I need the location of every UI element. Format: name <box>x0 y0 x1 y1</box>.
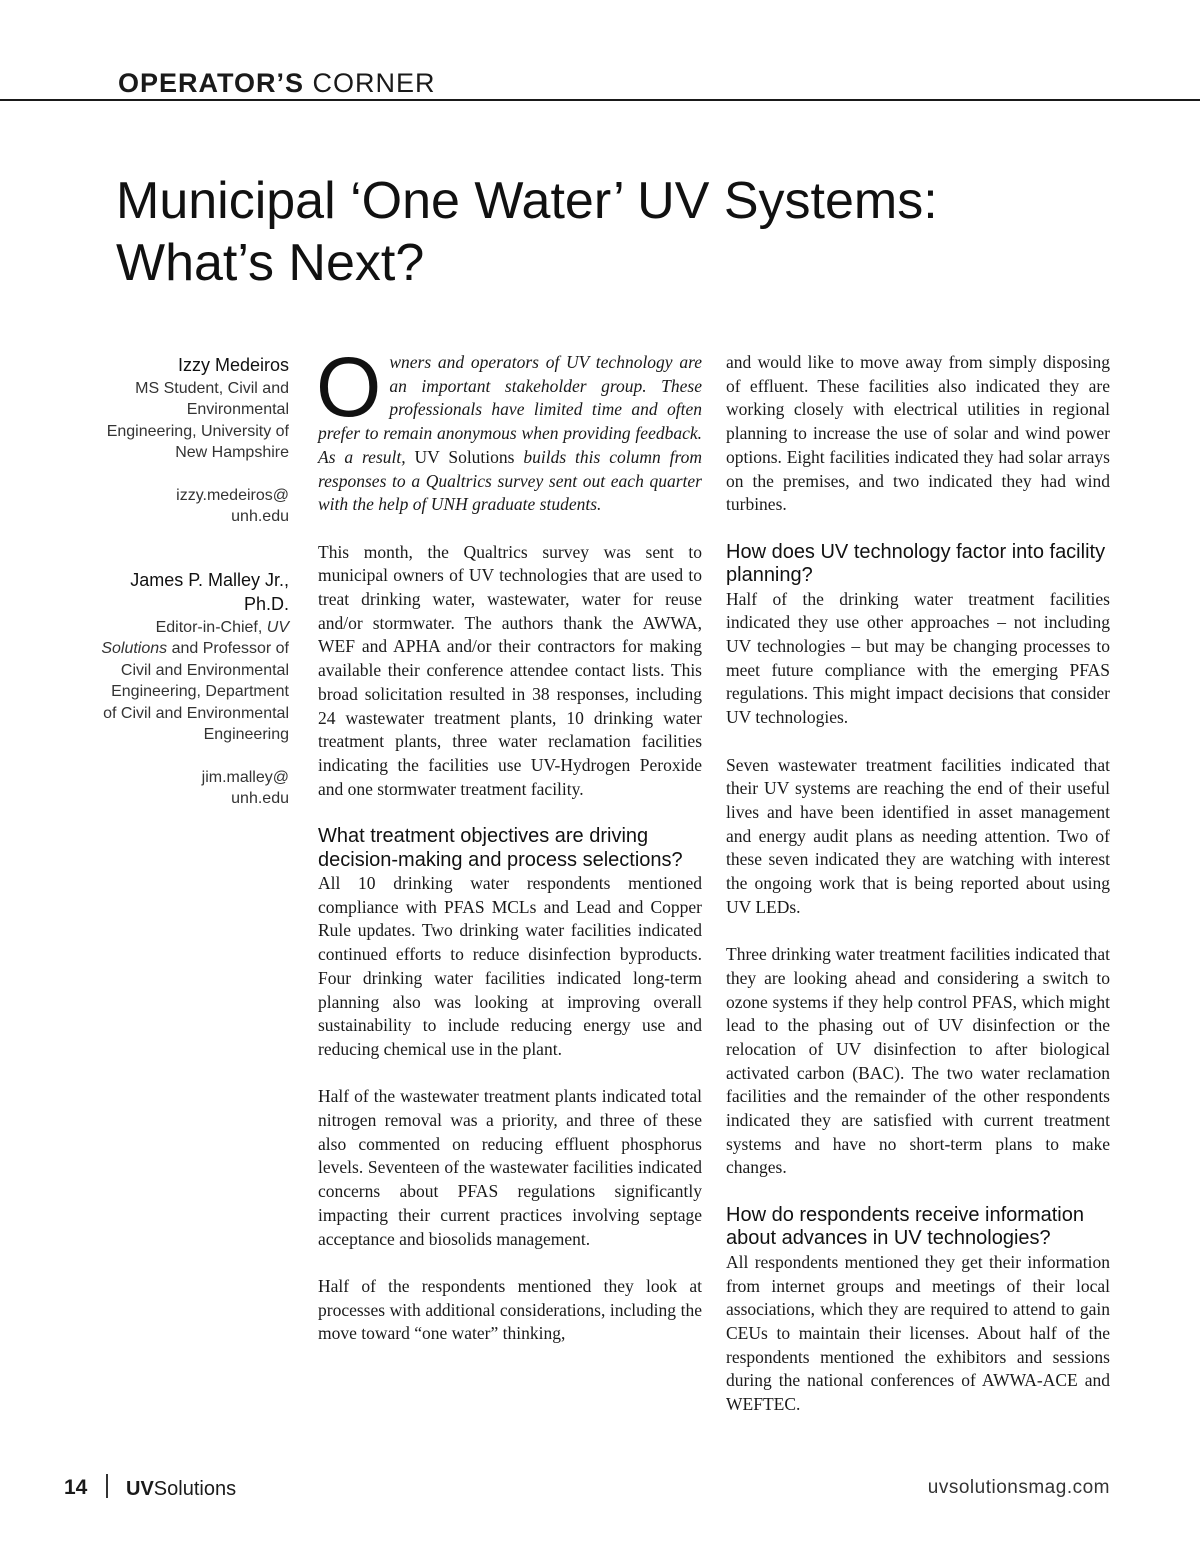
title-line-2: What’s Next? <box>116 234 425 292</box>
body-paragraph: Half of the wastewater treatment plants indicated total nitrogen removal was a priority, and three of these also commented on reducing effluent phosphorus levels. Seventeen of the wastewater facilities indicated concerns about PFAS regulations significantly impacting their current practices involving septage acceptance and biosolids management. <box>318 1086 702 1249</box>
subheading: What treatment objectives are driving decision-making and process selections? <box>318 825 683 871</box>
drop-cap: O <box>316 340 382 434</box>
author-block-medeiros <box>100 353 289 528</box>
section-label-light: CORNER <box>312 68 436 98</box>
article-title <box>116 170 1116 294</box>
author-email-domain: unh.edu <box>231 790 289 807</box>
page-number: 14 <box>64 1476 88 1499</box>
title-line-1: Municipal ‘One Water’ UV Systems: <box>116 172 938 230</box>
magazine-brand <box>126 1475 236 1503</box>
subheading: How does UV technology factor into facility planning? <box>726 540 1106 587</box>
author-sidebar <box>100 353 289 831</box>
subheading: How do respondents receive information about advances in UV technologies? <box>726 1203 1084 1250</box>
body-paragraph: Three drinking water treatment facilities indicated that they are looking ahead and considering a switch to ozone systems if they help control PFAS, which might lead to the phasing out of UV disinfection or the relocation of UV disinfection to after biological activated carbon (BAC). The two water reclamation facilities and the remainder of the other respondents indicated they are satisfied with current treatment systems and have no short-term plans to make changes. <box>726 944 1110 1178</box>
body-paragraph: All respondents mentioned they get their information from internet groups and meetings of their local associations, which they are required to attend to gain CEUs to maintain their licenses. About half of the respondents mentioned the exhibitors and sessions during the national conferences of AWWA-ACE and WEFTEC. <box>726 1251 1110 1415</box>
website-url: uvsolutionsmag.com <box>927 1477 1110 1498</box>
article-column-2 <box>726 351 1110 1417</box>
body-paragraph: Half of the drinking water treatment facilities indicated they use other approaches – not including UV technologies – but may be changing processes to meet future compliance with the emerging PFAS regulations. This might impact decisions that consider UV technologies. <box>726 588 1110 728</box>
section-label-bold: OPERATOR’S <box>118 68 305 98</box>
header-rule <box>0 99 1200 101</box>
body-paragraph: Seven wastewater treatment facilities indicated that their UV systems are reaching the end of their useful lives and have been identified in asset management and energy audit plans as needing attention. Two of these seven indicated they are watching with interest the ongoing work that is being reported about using UV LEDs. <box>726 754 1110 917</box>
section-header <box>118 66 436 100</box>
affiliation-publication: UV Solutions <box>101 618 289 657</box>
body-paragraph: and would like to move away from simply disposing of effluent. These facilities also indicated they are working closely with electrical utilities in regional planning to increase the use of solar and wind power options. Eight facilities indicated they had solar arrays on the premises, and two indicated they had wind turbines. <box>726 352 1110 515</box>
affiliation-post: and Professor of Civil and Environmental Engineering, Department of Civil and Environmental Engineering <box>103 640 289 743</box>
intro-publication: UV Solutions <box>414 446 515 467</box>
intro-paragraph <box>316 340 703 517</box>
author-name: James P. Malley Jr., Ph.D. <box>130 569 289 614</box>
author-email-domain: unh.edu <box>231 508 289 525</box>
affiliation-pre: Editor-in-Chief, <box>155 618 263 636</box>
author-affiliation: MS Student, Civil and Environmental Engineering, University of New Hampshire <box>106 379 289 461</box>
author-email-user: izzy.medeiros@ <box>176 486 289 504</box>
author-email-user: jim.malley@ <box>201 768 289 786</box>
footer-divider <box>106 1474 108 1498</box>
author-affiliation <box>100 617 289 746</box>
article-column-1 <box>316 340 703 1346</box>
brand-light: Solutions <box>153 1478 237 1500</box>
body-paragraph: Half of the respondents mentioned they look at processes with additional considerations, including the move toward “one water” thinking, <box>318 1275 702 1344</box>
intro-text-b: builds this column from responses to a Qualtrics survey sent out each quarter with the help of UNH graduate students. <box>318 446 703 515</box>
author-email <box>100 767 289 810</box>
body-paragraph: All 10 drinking water respondents mentioned compliance with PFAS MCLs and Lead and Copper Rule updates. Two drinking water facilities indicated continued efforts to reduce disinfection byproducts. Four drinking water facilities indicated long-term planning also was looking at improving overall sustainability to include reducing energy use and reducing chemical use in the plant. <box>318 873 702 1059</box>
author-email <box>100 485 289 528</box>
author-block-malley <box>100 568 289 810</box>
brand-bold: UV <box>126 1478 154 1500</box>
intro-text-a: wners and operators of UV technology are an important stakeholder group. These professionals have limited time and often prefer to remain anonymous when providing feedback. As a result, <box>318 352 702 467</box>
author-name: Izzy Medeiros <box>177 355 289 375</box>
body-paragraph: This month, the Qualtrics survey was sent to municipal owners of UV technologies that are used to treat drinking water, wastewater, water for reuse and/or stormwater. The authors thank the AWWA, WEF and APHA and/or their contractors for making available their conference attendee contact lists. This broad solicitation resulted in 38 responses, including 24 wastewater treatment plants, 10 drinking water treatment plants, three water reclamation facilities indicating the facilities use UV-Hydrogen Peroxide and one stormwater treatment facility. <box>318 541 702 799</box>
